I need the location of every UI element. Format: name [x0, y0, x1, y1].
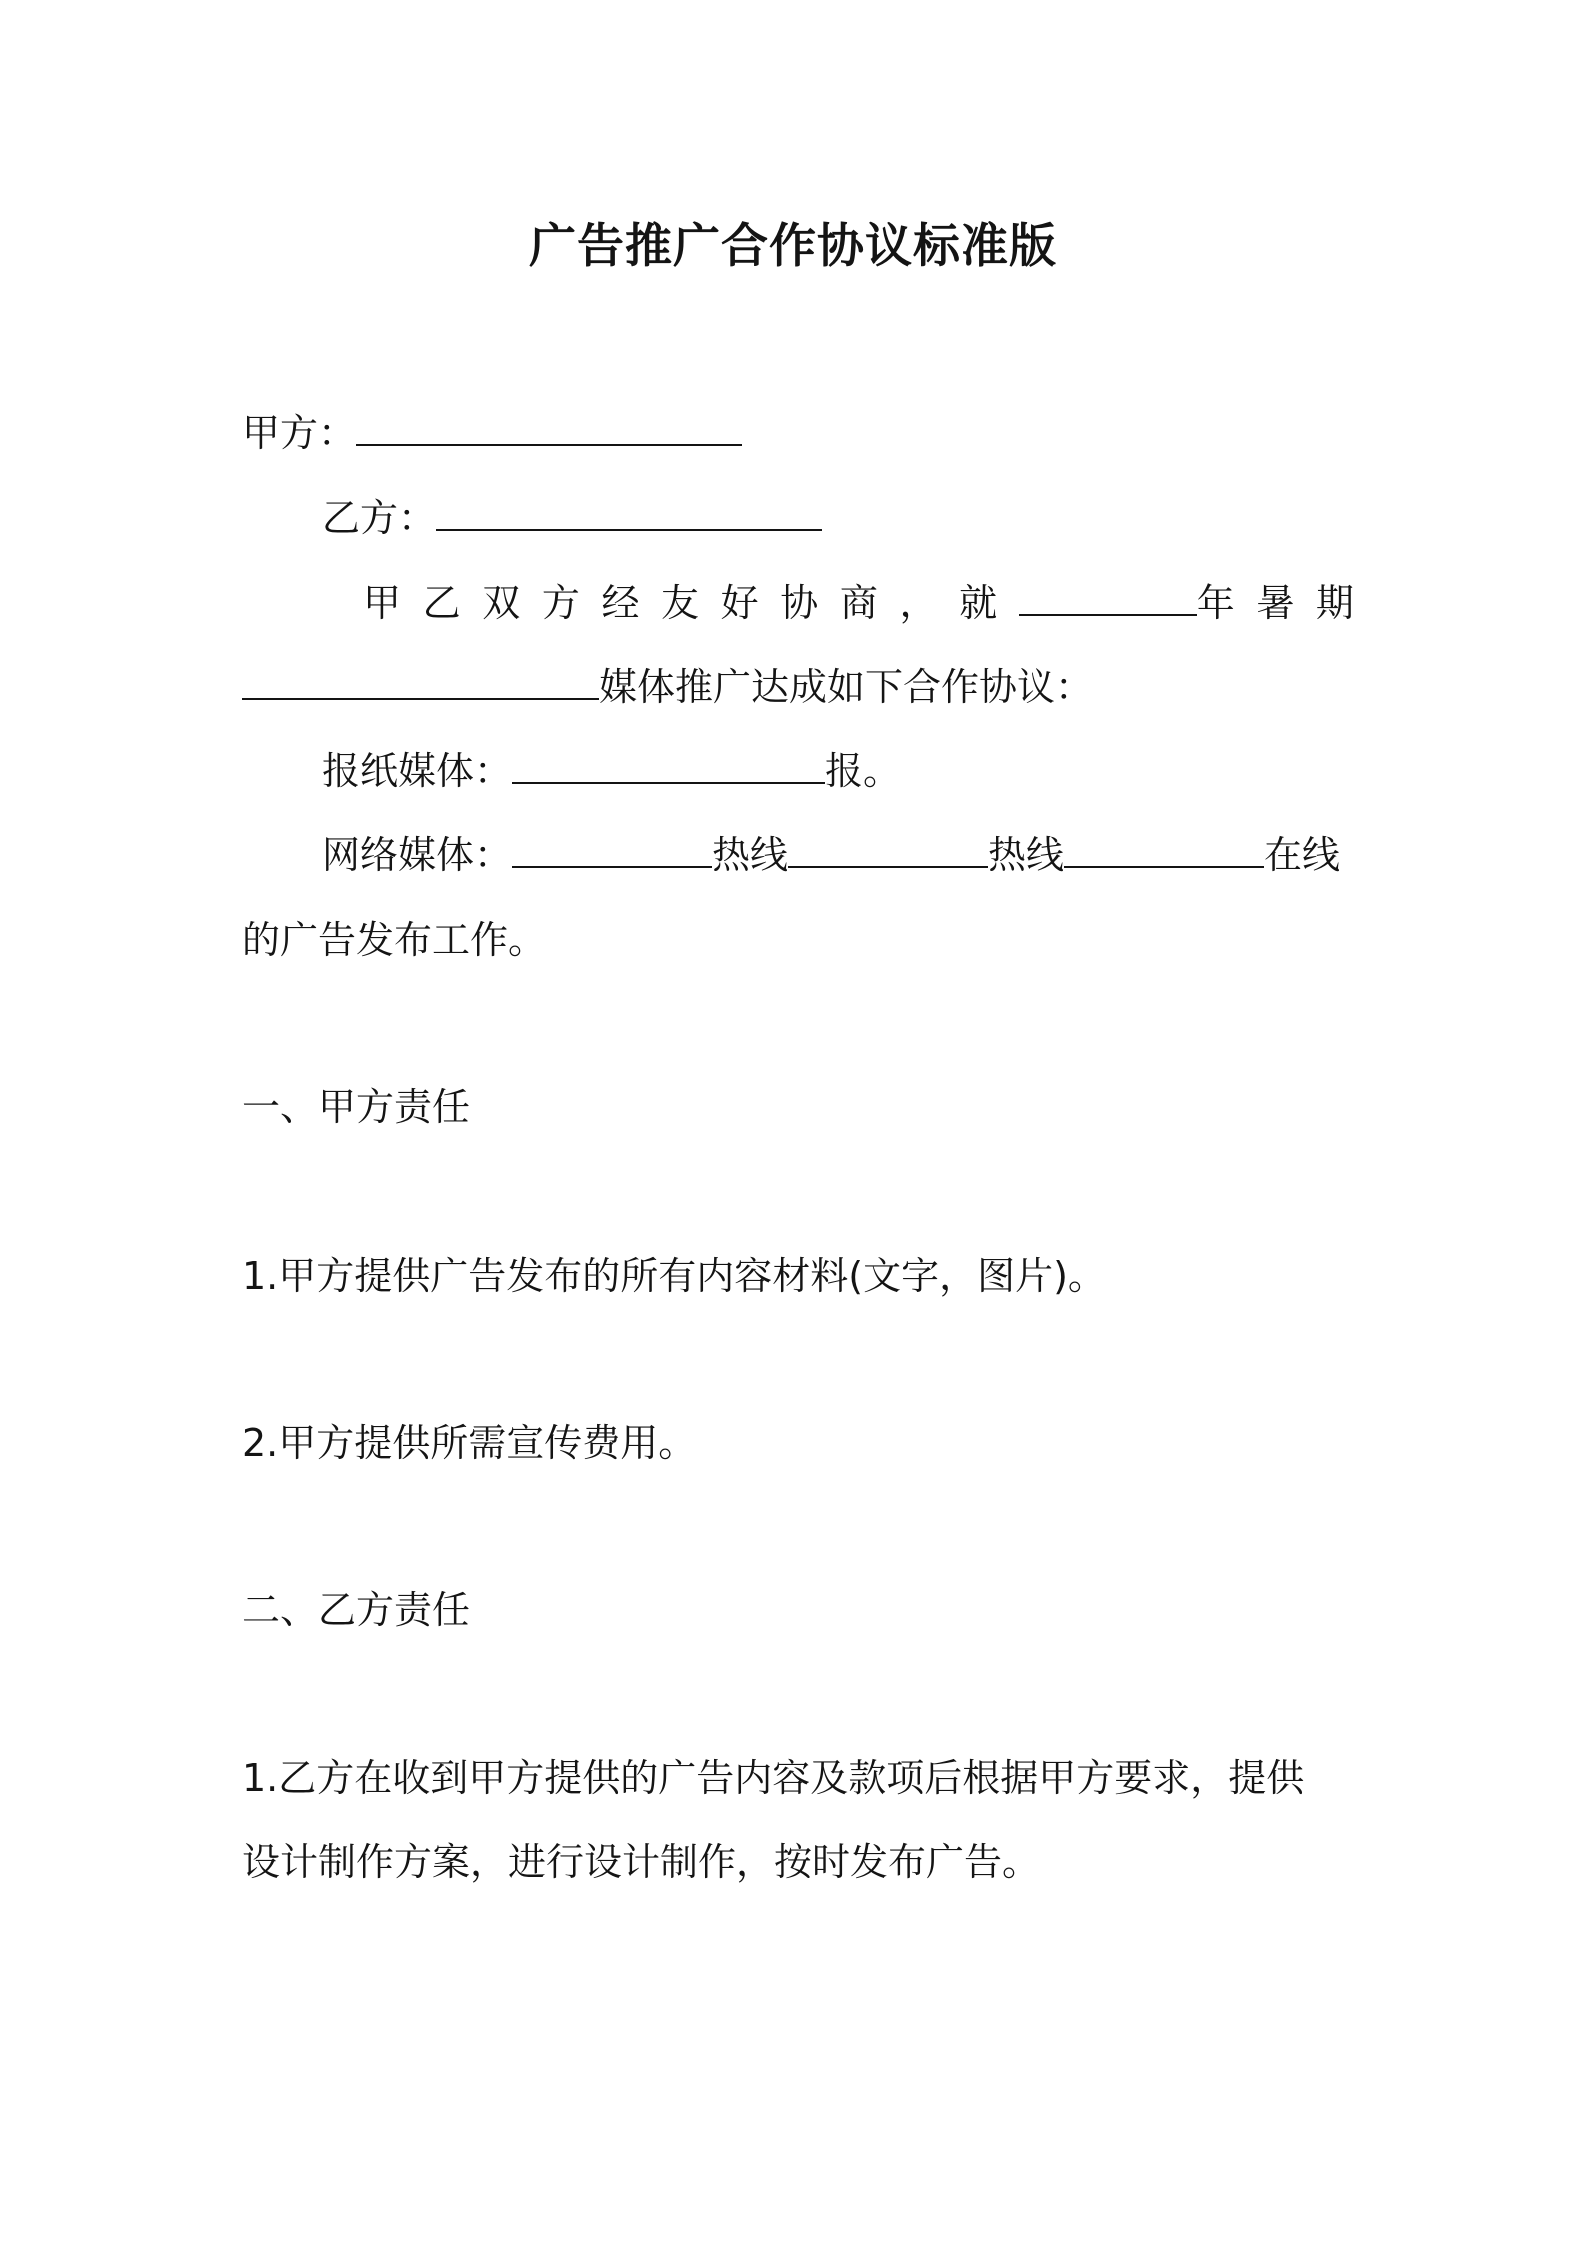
media-blank[interactable]: [242, 662, 599, 700]
intro-char: 甲: [363, 581, 402, 625]
intro-char: 好: [720, 581, 759, 625]
party-a-label: 甲方：: [242, 411, 357, 455]
intro-char: 商: [839, 581, 878, 625]
intro-char: 方: [541, 581, 580, 625]
party-b-line: [322, 490, 1354, 546]
network-blank-1[interactable]: [512, 830, 712, 868]
intro-char: 暑: [1256, 581, 1295, 625]
intro-char: 友: [661, 581, 700, 625]
network-label: 网络媒体：: [322, 833, 513, 877]
section-2-heading: 二、乙方责任: [242, 1588, 471, 1632]
section-2-item-1-line-1: 1.乙方在收到甲方提供的广告内容及款项后根据甲方要求，提供: [242, 1756, 1305, 1800]
network-continuation: 的广告发布工作。: [242, 918, 547, 962]
document-title: 广告推广合作协议标准版: [529, 219, 1057, 274]
party-b-blank[interactable]: [436, 493, 822, 531]
year-blank[interactable]: [1019, 578, 1197, 616]
hotline-1: 热线: [712, 833, 789, 877]
intro-char: ，: [899, 581, 938, 625]
network-blank-3[interactable]: [1064, 830, 1264, 868]
intro-line-1: [363, 575, 1354, 631]
intro-char: 经: [601, 581, 640, 625]
section-1-item-1: 1.甲方提供广告发布的所有内容材料(文字，图片)。: [242, 1254, 1106, 1298]
party-a-line: [242, 405, 1354, 461]
newspaper-suffix: 报。: [825, 749, 902, 793]
newspaper-label: 报纸媒体：: [322, 749, 513, 793]
section-2-item-1-line-2: 设计制作方案，进行设计制作，按时发布广告。: [242, 1840, 1041, 1884]
hotline-2: 热线: [988, 833, 1065, 877]
section-1-item-2: 2.甲方提供所需宣传费用。: [242, 1421, 697, 1465]
intro-second-line: 媒体推广达成如下合作协议：: [599, 665, 1094, 709]
section-1-heading: 一、甲方责任: [242, 1085, 471, 1129]
intro-char: 协: [780, 581, 819, 625]
network-line: [322, 827, 1354, 883]
intro-char: 就: [959, 581, 998, 625]
year-label: 年: [1196, 581, 1235, 625]
intro-line-2: [242, 659, 1354, 715]
newspaper-blank[interactable]: [512, 746, 825, 784]
intro-char: 乙: [422, 581, 461, 625]
intro-char: 双: [482, 581, 521, 625]
online-label: 在线: [1264, 833, 1341, 877]
party-b-label: 乙方：: [322, 496, 437, 540]
newspaper-line: [322, 743, 1354, 799]
network-blank-2[interactable]: [788, 830, 988, 868]
party-a-blank[interactable]: [356, 408, 742, 446]
intro-char: 期: [1315, 581, 1354, 625]
